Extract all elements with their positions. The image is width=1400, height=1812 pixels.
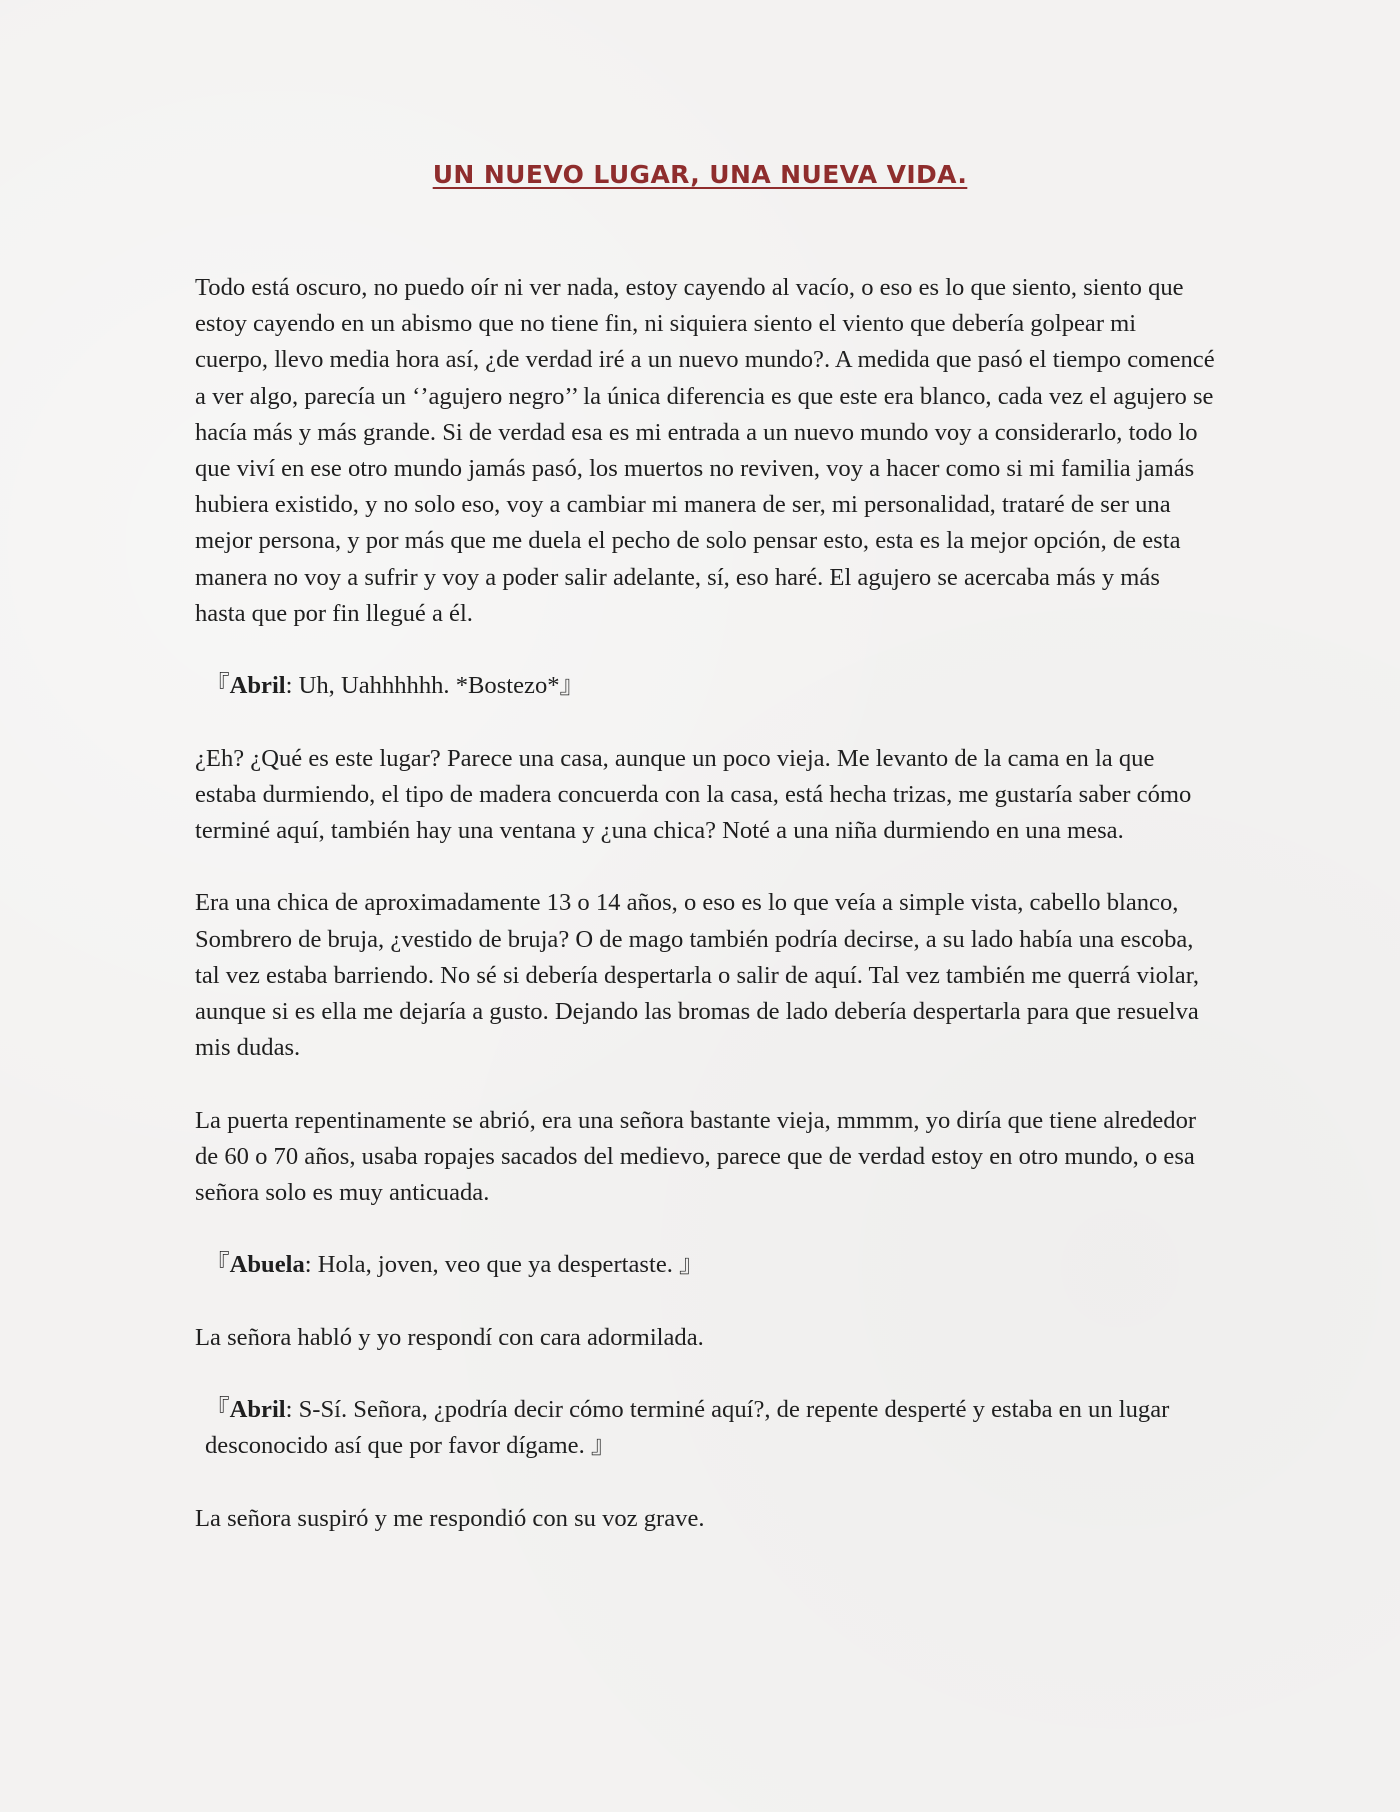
- narration-paragraph: Todo está oscuro, no puedo oír ni ver nada, estoy cayendo al vacío, o eso es lo que siento, siento que estoy cayendo en un abismo que no tiene fin, ni siquiera siento el viento que debería golpear mi cuerpo, llevo media hora así, ¿de verdad iré a un nuevo mundo?. A medida que pasó el tiempo comencé a ver algo, parecía un ‘’agujero negro’’ la única diferencia es que este era blanco, cada vez el agujero se hacía más y más grande. Si de verdad esa es mi entrada a un nuevo mundo voy a considerarlo, todo lo que viví en ese otro mundo jamás pasó, los muertos no reviven, voy a hacer como si mi familia jamás hubiera existido, y no solo eso, voy a cambiar mi manera de ser, mi personalidad, trataré de ser una mejor persona, y por más que me duela el pecho de solo pensar esto, esta es la mejor opción, de esta manera no voy a sufrir y voy a poder salir adelante, sí, eso haré. El agujero se acercaba más y más hasta que por fin llegué a él.: [195, 274, 1215, 627]
- dialogue-line: [195, 1392, 1215, 1464]
- dialogue-open-bracket: 『: [205, 672, 230, 700]
- narration-paragraph: La señora habló y yo respondí con cara adormilada.: [195, 1323, 704, 1351]
- dialogue-open-bracket: 『: [205, 1251, 230, 1279]
- chapter-title: UN NUEVO LUGAR, UNA NUEVA VIDA.: [432, 160, 968, 189]
- dialogue-text: : Hola, joven, veo que ya despertaste. 』: [304, 1251, 704, 1279]
- speaker-name: Abril: [229, 672, 286, 700]
- dialogue-line: [195, 668, 1215, 704]
- narration-paragraph: ¿Eh? ¿Qué es este lugar? Parece una casa, aunque un poco vieja. Me levanto de la cama en la que estaba durmiendo, el tipo de madera concuerda con la casa, está hecha trizas, me gustaría saber cómo terminé aquí, también hay una ventana y ¿una chica? Noté a una niña durmiendo en una mesa.: [195, 744, 1192, 845]
- speaker-name: Abuela: [229, 1251, 305, 1279]
- dialogue-text: : S-Sí. Señora, ¿podría decir cómo terminé aquí?, de repente desperté y estaba en un lugar desconocido así que por favor dígame. 』: [205, 1396, 1170, 1460]
- narration-paragraph: La señora suspiró y me respondió con su voz grave.: [195, 1504, 705, 1532]
- chapter-body: [195, 270, 1215, 1573]
- dialogue-line: [195, 1247, 1215, 1283]
- narration-paragraph: La puerta repentinamente se abrió, era una señora bastante vieja, mmmm, yo diría que tiene alrededor de 60 o 70 años, usaba ropajes sacados del medievo, parece que de verdad estoy en otro mundo, o esa señora solo es muy anticuada.: [195, 1106, 1197, 1207]
- dialogue-text: : Uh, Uahhhhhh. *Bostezo*』: [285, 672, 585, 700]
- narration-paragraph: Era una chica de aproximadamente 13 o 14 años, o eso es lo que veía a simple vista, cabello blanco, Sombrero de bruja, ¿vestido de bruja? O de mago también podría decirse, a su lado había una escoba, tal vez estaba barriendo. No sé si debería despertarla o salir de aquí. Tal vez también me querrá violar, aunque si es ella me dejaría a gusto. Dejando las bromas de lado debería despertarla para que resuelva mis dudas.: [195, 889, 1200, 1062]
- dialogue-open-bracket: 『: [205, 1396, 230, 1424]
- speaker-name: Abril: [229, 1396, 286, 1424]
